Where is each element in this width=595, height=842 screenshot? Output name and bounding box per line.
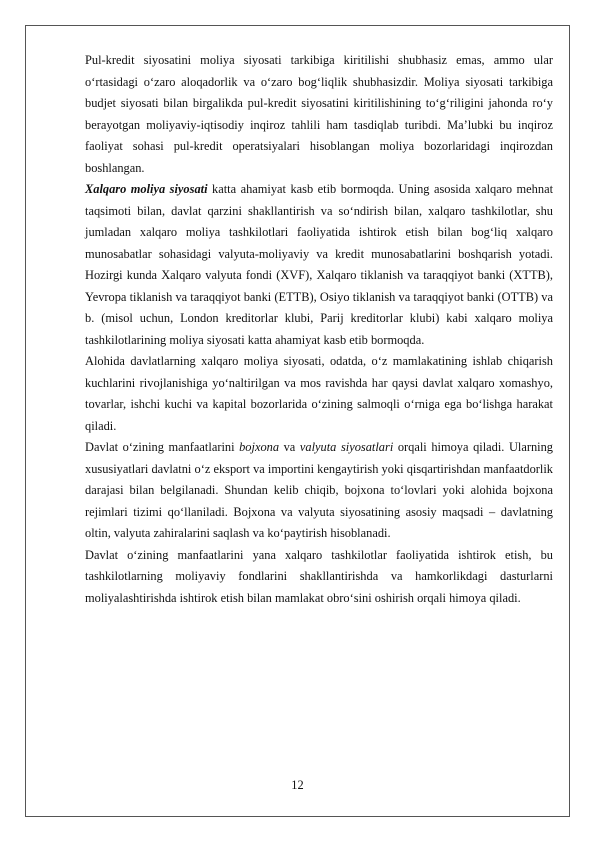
paragraph-national-policy: Alohida davlatlarning xalqaro moliya siyosati, odatda, o‘z mamlakatining ishlab chiqarish kuchlarini rivojlanishiga yo‘naltirilgan va mos ravishda har qaysi davlat xalqaro xomashyo, tovarlar, ishchi kuchi va kapital bozorlarida o‘zining salmoqli o‘rniga ega bo‘lishga harakat qiladi. bbox=[85, 354, 553, 433]
text-segment: Davlat o‘zining manfaatlarini bbox=[85, 440, 240, 454]
text-segment: va bbox=[279, 440, 300, 454]
paragraph-international-finance-text: katta ahamiyat kasb etib bormoqda. Uning asosida xalqaro mehnat taqsimoti bilan, davlat qarzini shakllantirish va so‘ndirish bilan, xalqaro tashkilotlar, shu jumladan xalqaro moliya tashkilotlari faoliyatida ishtirok etish bilan bog‘liq xalqaro munosabatlar sohasidagi valyuta-moliyaviy va kredit munosabatlarini boshqarish yotadi. Hozirgi kunda Xalqaro valyuta fondi (XVF), Xalqaro tiklanish va taraqqiyot banki (XTTB), Yevropa tiklanish va taraqqiyot banki (ETTB), Osiyo tiklanish va taraqqiyot banki (OTTB) va b. (misol uchun, London kreditorlar klubi, Parij kreditorlar klubi) kabi xalqaro moliya tashkilotlarining moliya siyosati katta ahamiyat kasb etib bormoqda. bbox=[85, 182, 554, 347]
paragraph-monetary-policy: Pul-kredit siyosatini moliya siyosati tarkibiga kiritilishi shubhasiz emas, ammo ular o‘rtasidagi o‘zaro aloqadorlik va o‘zaro bog‘liqlik shubhasizdir. Moliya siyosati tarkibiga budjet siyosati bilan birgalikda pul-kredit siyosatini kiritilishining to‘g‘riligini jahonda ro‘y berayotgan moliyaviy-iqtisodiy inqiroz tahlili ham tasdiqlab turibdi. Ma’lubki bu inqiroz faoliyat sohasi pul-kredit operatsiyalari hisoblangan moliya bozorlaridagi inqirozdan boshlangan. bbox=[85, 53, 553, 175]
paragraph-customs-currency bbox=[85, 437, 553, 545]
term-international-finance-policy: Xalqaro moliya siyosati bbox=[85, 182, 208, 196]
paragraph-international-finance bbox=[85, 179, 553, 351]
page-number: 12 bbox=[291, 778, 304, 792]
term-customs: bojxona bbox=[239, 440, 280, 454]
paragraph-international-organizations: Davlat o‘zining manfaatlarini yana xalqaro tashkilotlar faoliyatida ishtirok etish, bu tashkilotlarning moliyaviy fondlarini shakllantirishda va hamkorlikdagi dasturlarni moliyalashtirishda ishtirok etish bilan mamlakat obro‘sini oshirish orqali himoya qiladi. bbox=[85, 547, 553, 605]
term-currency-policies: valyuta siyosatlari bbox=[299, 440, 394, 454]
text-segment: orqali himoya qiladi. Ularning xususiyatlari davlatni o‘z eksport va importini kengaytirish yoki qisqartirishdan manfaatdorlik darajasi bilan belgilanadi. Shundan kelib chiqib, bojxona to‘lovlari yoki alohida bojxona rejimlari tizimi qo‘llaniladi. Bojxona va valyuta siyosatining asosiy maqsadi – davlatning oltin, valyuta zahiralarini saqlash va ko‘paytirish hisoblanadi. bbox=[85, 440, 554, 540]
document-body bbox=[85, 50, 553, 609]
